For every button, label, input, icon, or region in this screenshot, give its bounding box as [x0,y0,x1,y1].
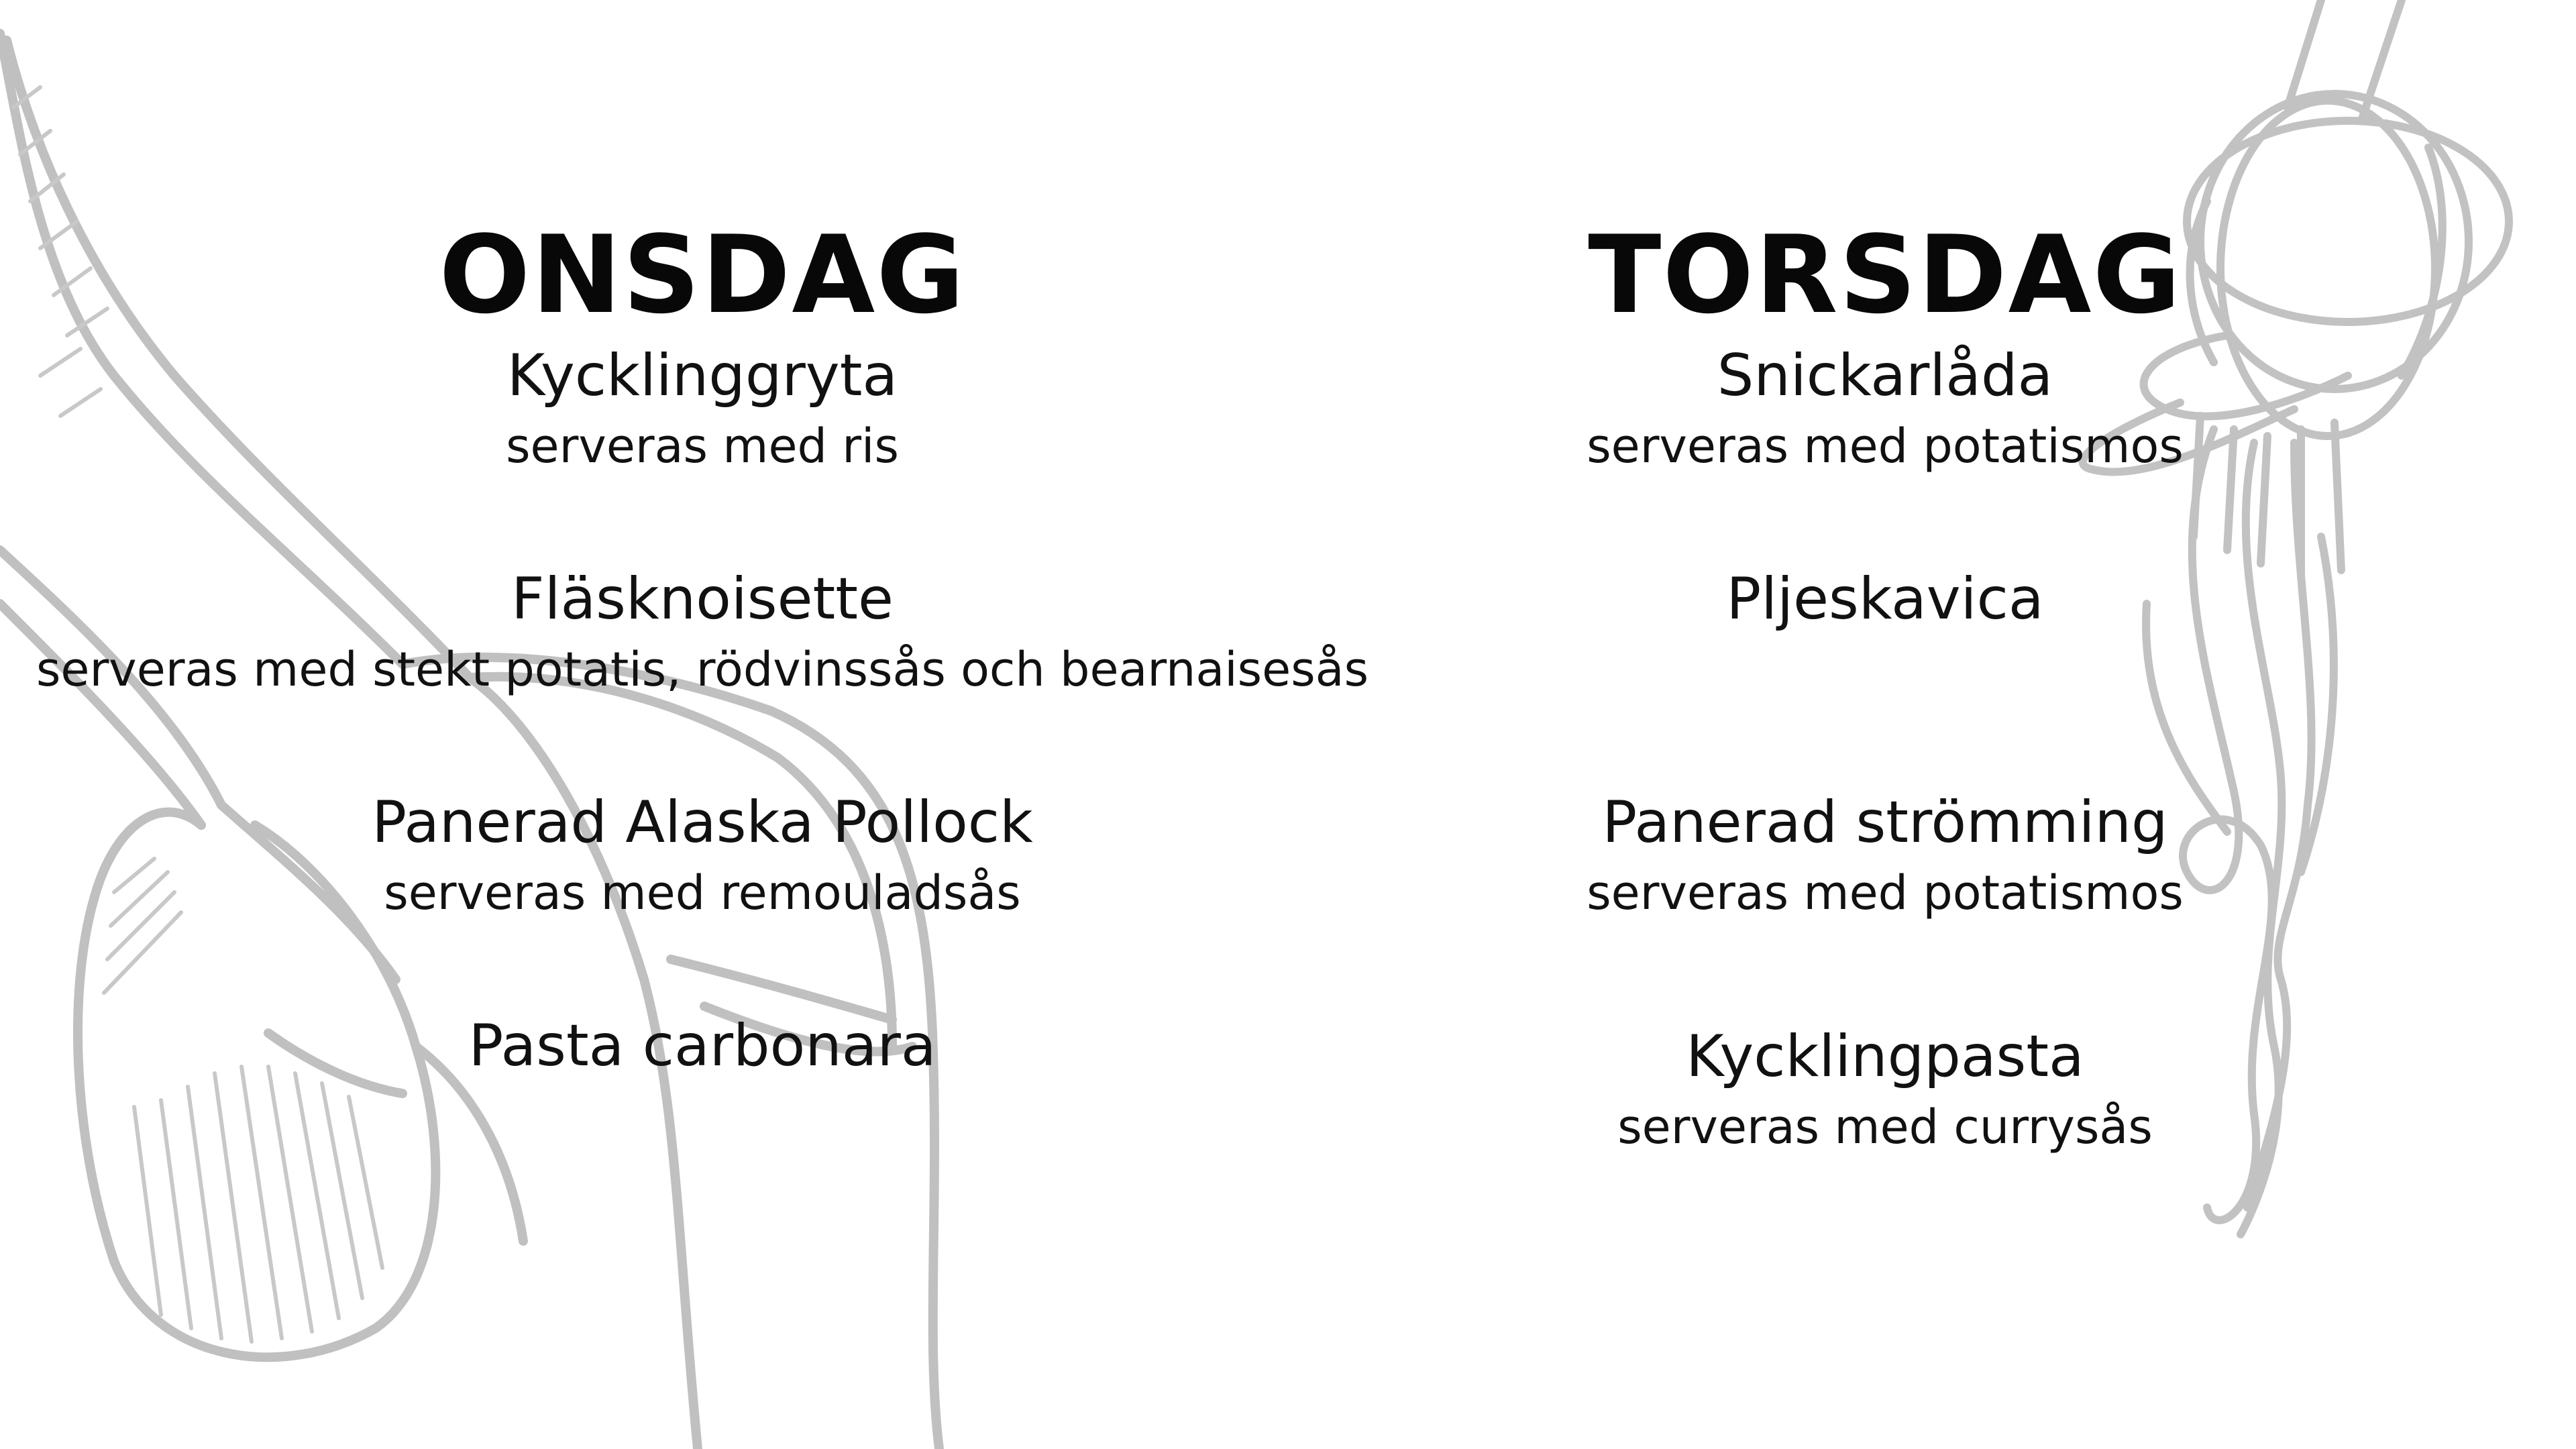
day-column-torsdag [1489,212,2281,1232]
dish-item [0,786,1405,1009]
dish-name: Pljeskavica [1726,566,2044,633]
dish-list [0,339,1405,1232]
dish-item [1489,786,2281,1009]
dish-side: serveras med potatismos [1587,865,2184,920]
dish-side: serveras med potatismos [1587,419,2184,474]
day-title: TORSDAG [1588,212,2182,337]
dish-item [0,562,1405,786]
dish-side: serveras med remouladsås [384,865,1021,920]
dish-name: Fläsknoisette [511,566,894,633]
dish-name: Pasta carbonara [468,1012,936,1079]
dish-name: Snickarlåda [1717,342,2053,409]
dish-side: serveras med currysås [1617,1099,2153,1155]
dish-item [1489,1009,2281,1232]
dish-item [0,1009,1405,1232]
day-column-onsdag [0,212,1405,1232]
day-title: ONSDAG [439,212,966,337]
dish-item [1489,562,2281,786]
dish-item [1489,339,2281,562]
dish-list [1489,339,2281,1232]
dish-name: Panerad Alaska Pollock [372,789,1033,856]
dish-side: serveras med ris [506,419,899,474]
dish-name: Panerad strömming [1602,789,2168,856]
dish-side: serveras med stekt potatis, rödvinssås och bearnaisesås [36,642,1369,697]
dish-name: Kycklingpasta [1686,1023,2084,1090]
dish-item [0,339,1405,562]
dish-name: Kycklinggryta [506,342,898,409]
